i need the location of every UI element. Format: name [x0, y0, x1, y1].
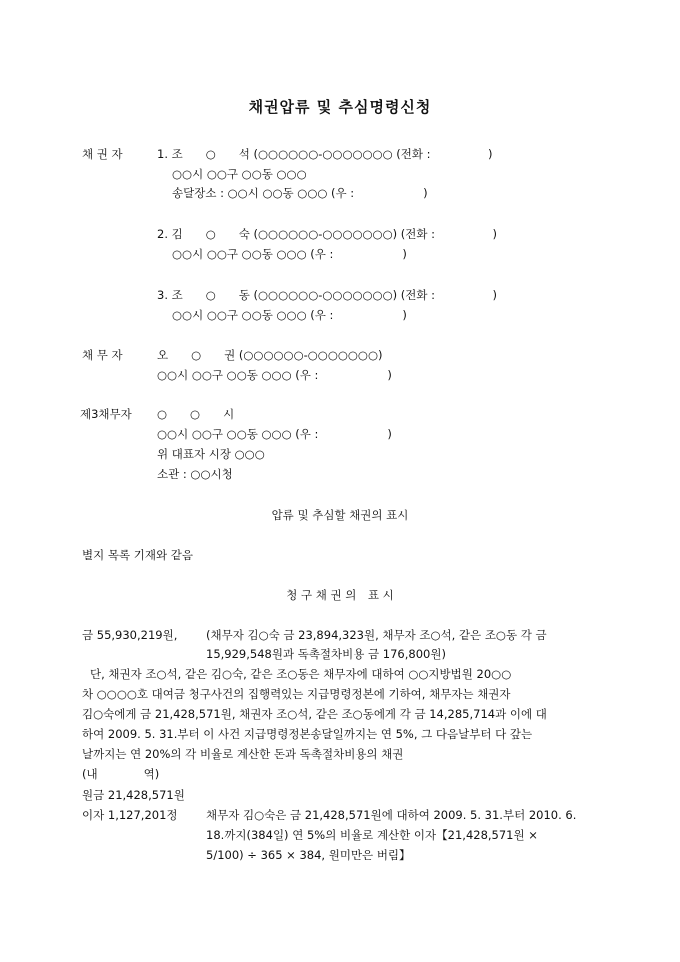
third-debtor-line2: ○○시 ○○구 ○○동 ○○○ (우 : ): [157, 427, 392, 441]
creditor-label: 채 권 자: [82, 147, 123, 161]
creditor-3-line1: 3. 조 ○ 동 (○○○○○○-○○○○○○○) (전화 : ): [157, 288, 497, 302]
third-debtor-label: 제3채무자: [80, 407, 132, 421]
third-debtor-line4: 소관 : ○○시청: [157, 467, 233, 481]
claim-amount-detail-2: 15,929,548원과 독촉절차비용 금 176,800원): [206, 647, 446, 661]
debtor-line1: 오 ○ 권 (○○○○○○-○○○○○○○): [157, 348, 383, 362]
debtor-line2: ○○시 ○○구 ○○동 ○○○ (우 : ): [157, 368, 392, 382]
claim-paragraph-line2: 차 ○○○○호 대여금 청구사건의 집행력있는 지급명령정본에 기하여, 채무자는 채권자: [82, 687, 511, 701]
interest-detail-2: 18.까지(384일) 연 5%의 비율로 계산한 이자【21,428,571원 ×: [206, 828, 538, 842]
claim-amount-detail-1: (채무자 김○숙 금 23,894,323원, 채무자 조○석, 같은 조○동 각 금: [206, 628, 547, 642]
creditor-2-line2: ○○시 ○○구 ○○동 ○○○ (우 : ): [172, 247, 407, 261]
claim-paragraph-line3: 김○숙에게 금 21,428,571원, 채권자 조○석, 같은 조○동에게 각 금 14,285,714과 이에 대: [82, 707, 547, 721]
principal: 원금 21,428,571원: [82, 788, 185, 802]
seizure-heading: 압류 및 추심할 채권의 표시: [271, 508, 409, 522]
detail-label: (내 역): [82, 767, 160, 781]
claim-heading: 청 구 채 권 의 표 시: [286, 588, 394, 602]
document-title: 채권압류 및 추심명령신청: [248, 98, 432, 116]
seizure-body: 별지 목록 기재와 같음: [82, 548, 193, 562]
creditor-3-line2: ○○시 ○○구 ○○동 ○○○ (우 : ): [172, 308, 407, 322]
third-debtor-line1: ○ ○ 시: [157, 407, 235, 421]
claim-paragraph-line5: 날까지는 연 20%의 각 비율로 계산한 돈과 독촉절차비용의 채권: [82, 747, 404, 761]
creditor-1-line1: 1. 조 ○ 석 (○○○○○○-○○○○○○○ (전화 : ): [157, 147, 493, 161]
interest-detail-3: 5/100) ÷ 365 × 384, 원미만은 버림】: [206, 848, 411, 862]
interest-detail-1: 채무자 김○숙은 금 21,428,571원에 대하여 2009. 5. 31.부터 2010. 6.: [206, 808, 577, 822]
creditor-1-line3: 송달장소 : ○○시 ○○동 ○○○ (우 : ): [172, 186, 428, 200]
debtor-label: 채 무 자: [82, 348, 123, 362]
creditor-1-line2: ○○시 ○○구 ○○동 ○○○: [172, 167, 307, 181]
third-debtor-line3: 위 대표자 시장 ○○○: [157, 447, 265, 461]
interest: 이자 1,127,201정: [82, 808, 178, 822]
claim-paragraph-line4: 하여 2009. 5. 31.부터 이 사건 지급명령정본송달일까지는 연 5%, 그 다음날부터 다 갚는: [82, 727, 533, 741]
creditor-2-line1: 2. 김 ○ 숙 (○○○○○○-○○○○○○○) (전화 : ): [157, 227, 497, 241]
claim-paragraph-line1: 단, 채권자 조○석, 같은 김○숙, 같은 조○동은 채무자에 대하여 ○○지방법원 20○○: [90, 667, 512, 681]
claim-amount: 금 55,930,219원,: [82, 628, 178, 642]
